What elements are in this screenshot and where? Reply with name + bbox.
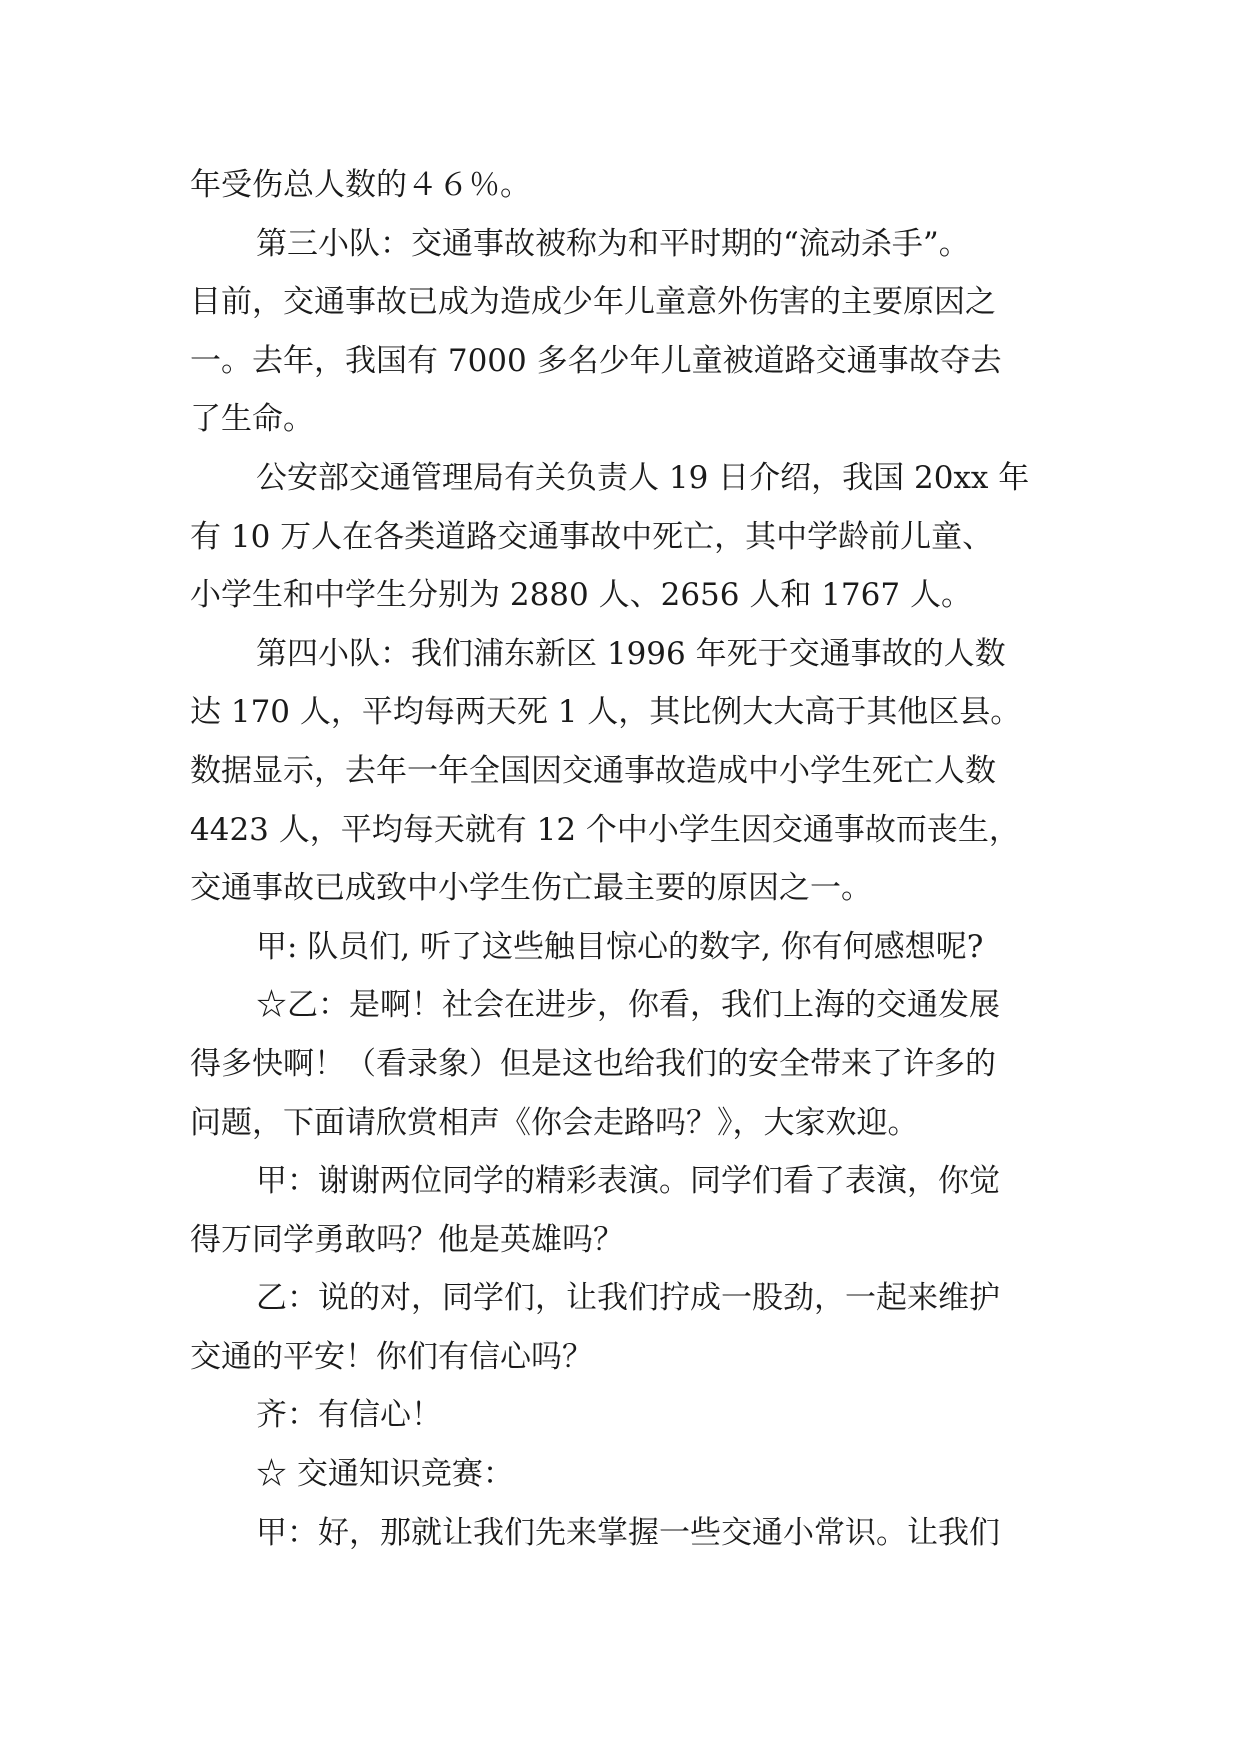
- text-line: 甲: 队员们, 听了这些触目惊心的数字, 你有何感想呢?: [256, 928, 984, 965]
- text-line: 目前，交通事故已成为造成少年儿童意外伤害的主要原因之: [190, 284, 996, 321]
- text-line: 第四小队：我们浦东新区 1996 年死于交通事故的人数: [256, 635, 1006, 672]
- text-line: 乙：说的对，同学们，让我们拧成一股劲，一起来维护: [256, 1280, 1000, 1317]
- text-line: 小学生和中学生分别为 2880 人、2656 人和 1767 人。: [190, 577, 972, 614]
- text-line: 第三小队：交通事故被称为和平时期的“流动杀手”。: [256, 225, 970, 262]
- text-line: 交通的平安！你们有信心吗？: [190, 1338, 593, 1375]
- text-line: 甲：谢谢两位同学的精彩表演。同学们看了表演，你觉: [256, 1163, 1000, 1200]
- text-line: ☆ 交通知识竞赛：: [256, 1456, 514, 1493]
- text-line: 数据显示，去年一年全国因交通事故造成中小学生死亡人数: [190, 752, 996, 789]
- text-line: 了生命。: [190, 401, 314, 438]
- document-body: [190, 156, 1070, 1562]
- text-line: 年受伤总人数的４６％。: [190, 167, 531, 203]
- text-line: 达 170 人，平均每两天死 1 人，其比例大大高于其他区县。: [190, 694, 1022, 731]
- text-line: 得多快啊！（看录象）但是这也给我们的安全带来了许多的: [190, 1045, 996, 1082]
- text-line: 甲：好，那就让我们先来掌握一些交通小常识。让我们: [256, 1514, 1000, 1551]
- text-line: 有 10 万人在各类道路交通事故中死亡，其中学龄前儿童、: [190, 518, 994, 555]
- text-line: 公安部交通管理局有关负责人 19 日介绍，我国 20xx 年: [256, 459, 1030, 496]
- text-line: ☆乙：是啊！社会在进步，你看，我们上海的交通发展: [256, 987, 1000, 1024]
- text-line: 交通事故已成致中小学生伤亡最主要的原因之一。: [190, 870, 872, 907]
- text-line: 得万同学勇敢吗？他是英雄吗？: [190, 1221, 624, 1258]
- text-line: 4423 人，平均每天就有 12 个中小学生因交通事故而丧生，: [190, 811, 1020, 848]
- text-line: 齐：有信心！: [256, 1397, 442, 1434]
- text-line: 问题，下面请欣赏相声《你会走路吗？》，大家欢迎。: [190, 1104, 919, 1141]
- text-line: 一。去年，我国有 7000 多名少年儿童被道路交通事故夺去: [190, 342, 1002, 379]
